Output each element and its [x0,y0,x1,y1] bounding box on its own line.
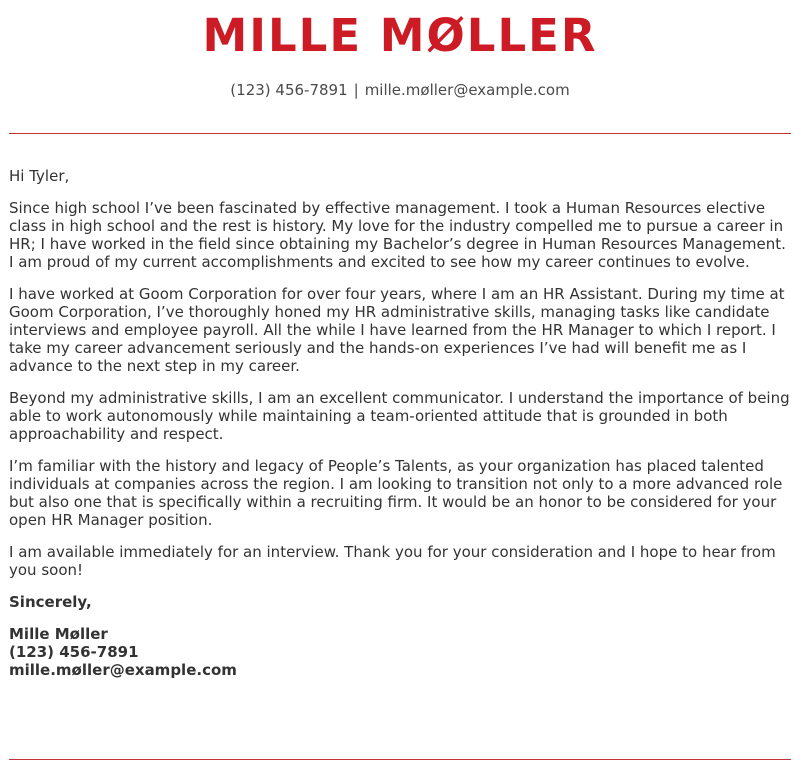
top-divider [9,133,791,134]
header-phone: (123) 456-7891 [230,81,348,99]
header-email: mille.møller@example.com [364,81,570,99]
paragraph-3: Beyond my administrative skills, I am an excellent communicator. I understand the importance of being able to work autonomously while maintaining a team-oriented attitude that is grounded in both approachability and respect. [9,389,790,443]
bottom-divider [9,759,791,760]
paragraph-5: I am available immediately for an interview. Thank you for your consideration and I hope to hear from you soon! [9,543,776,579]
closing: Sincerely, [9,593,92,611]
signature-name: Mille Møller [9,625,108,643]
header-separator: | [353,81,359,99]
letter-body [9,167,794,679]
paragraph-4: I’m familiar with the history and legacy of People’s Talents, as your organization has placed talented individuals at companies across the region. I am looking to transition not only to a more advanced role but also one that is specifically within a recruiting firm. It would be an honor to be considered for your open HR Manager position. [9,457,783,529]
paragraph-1: Since high school I’ve been fascinated by effective management. I took a Human Resources elective class in high school and the rest is history. My love for the industry compelled me to pursue a career in HR; I have worked in the field since obtaining my Bachelor’s degree in Human Resources Management. I am proud of my current accomplishments and excited to see how my career continues to evolve. [9,199,786,271]
applicant-name-heading: MILLE MØLLER [202,9,598,62]
paragraph-2: I have worked at Goom Corporation for over four years, where I am an HR Assistant. During my time at Goom Corporation, I’ve thoroughly honed my HR administrative skills, managing tasks like candidate interviews and employee payroll. All the while I have learned from the HR Manager to which I report. I take my career advancement seriously and the hands-on experiences I’ve had will benefit me as I advance to the next step in my career. [9,285,785,375]
signature-phone: (123) 456-7891 [9,643,139,661]
header-contact-line [0,80,800,100]
greeting: Hi Tyler, [9,167,70,185]
signature-email: mille.møller@example.com [9,661,237,679]
signature-block [9,625,794,679]
